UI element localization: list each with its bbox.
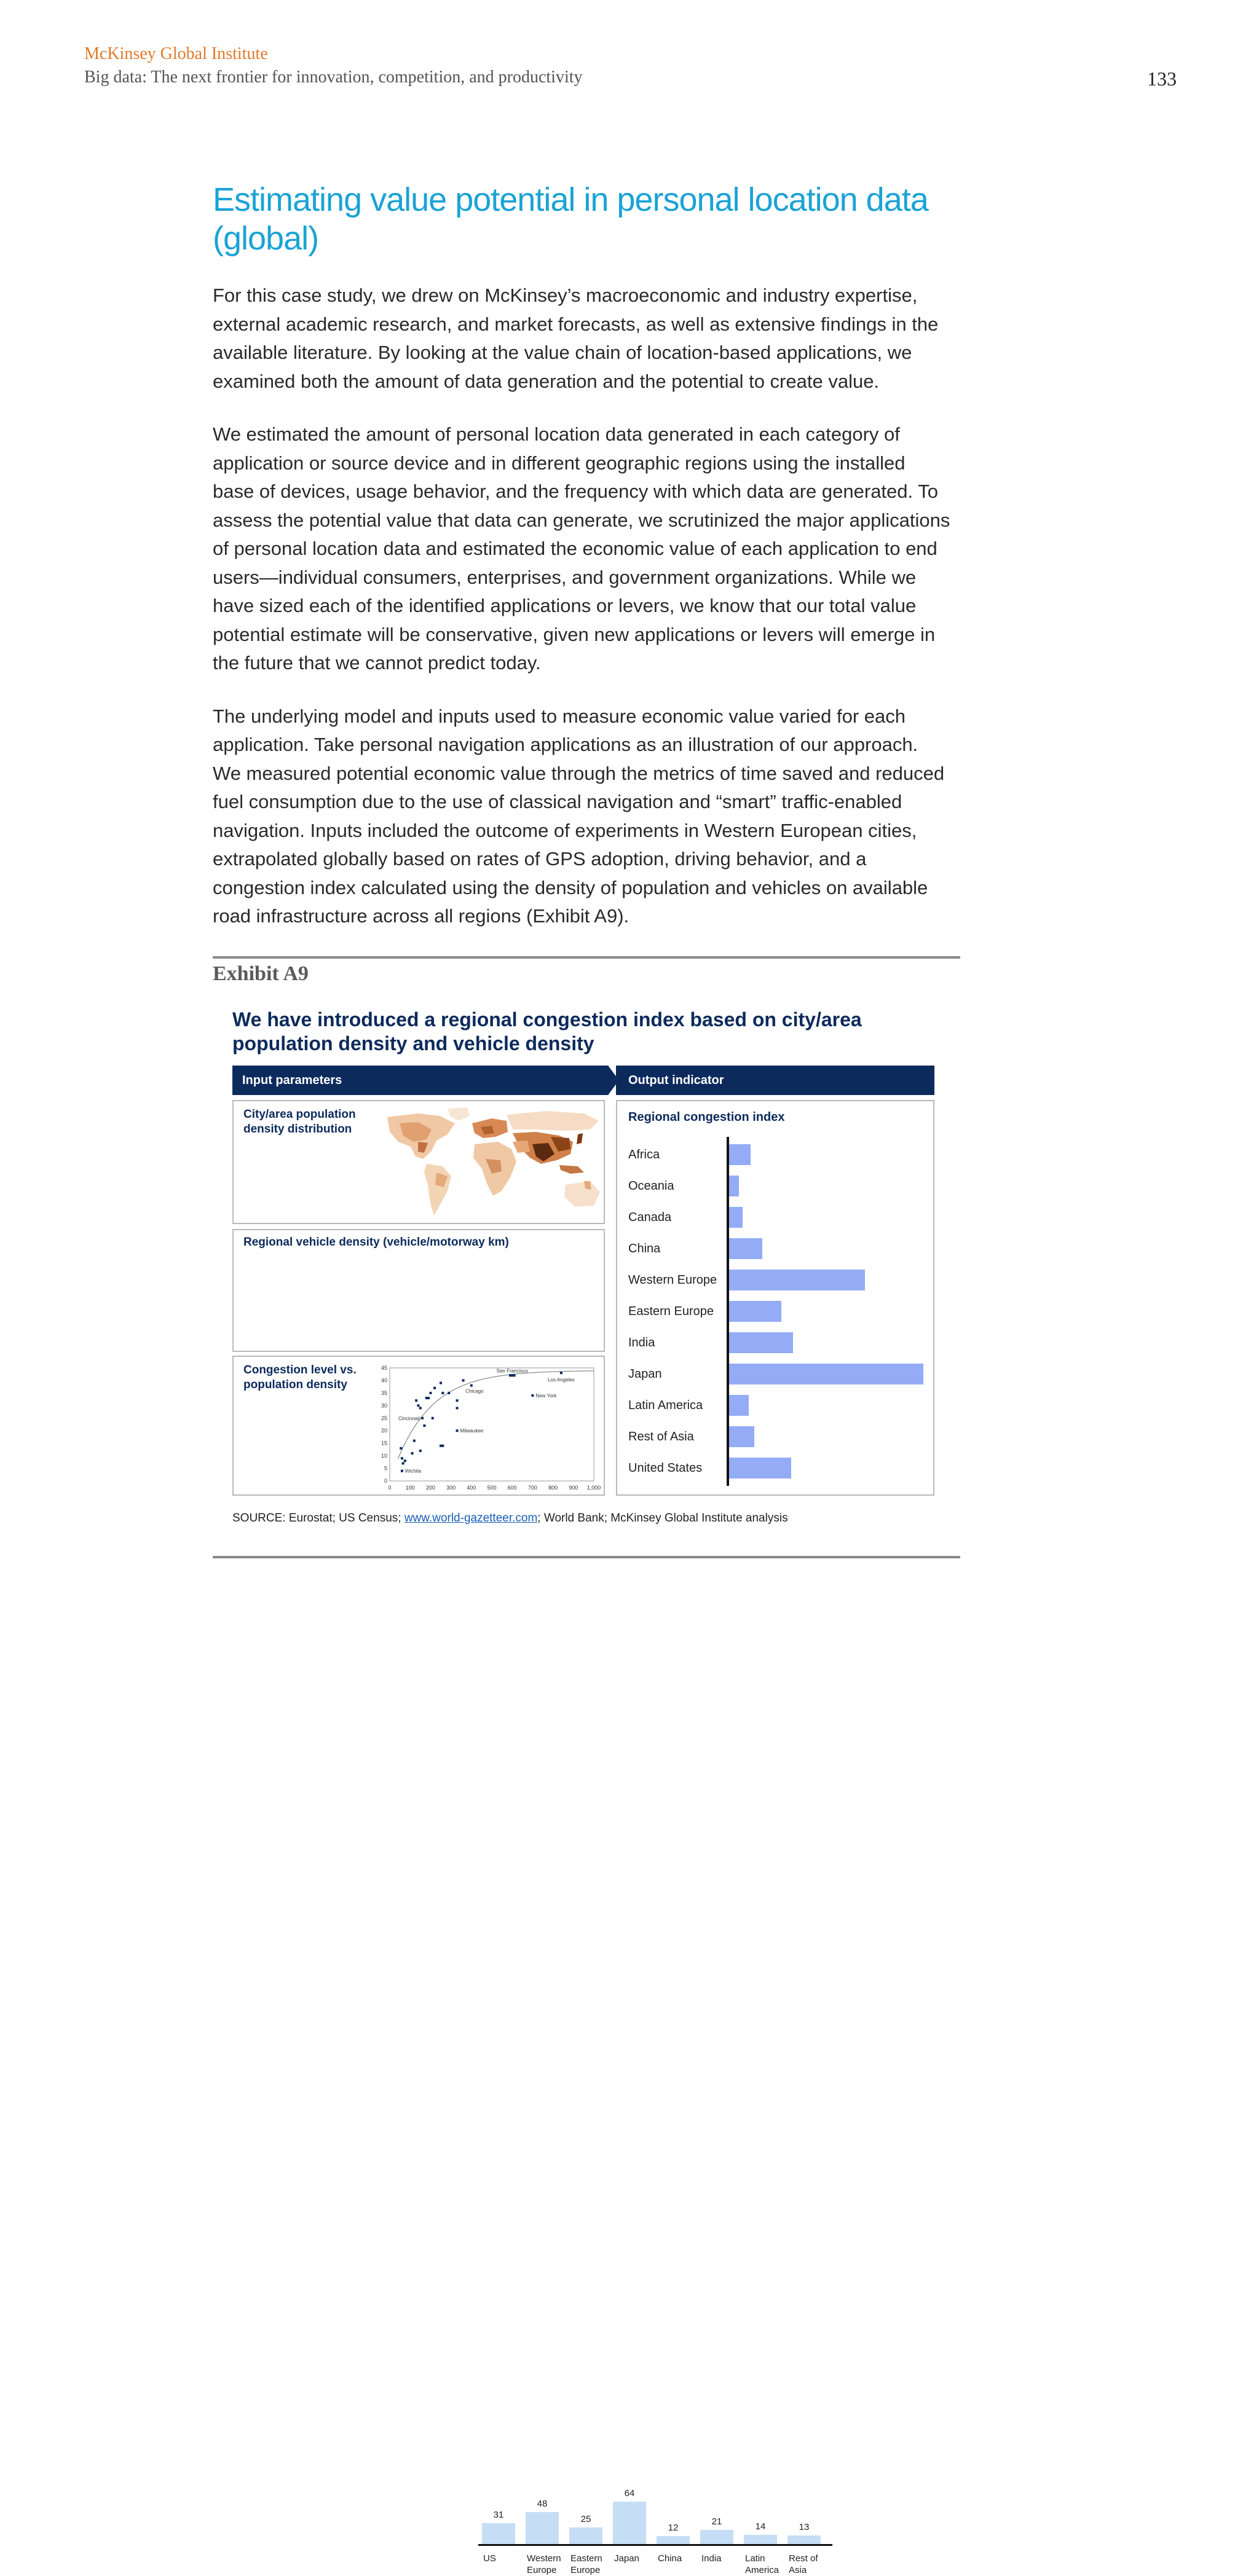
congestion-index-bar [729, 1176, 739, 1196]
vehicle-density-value: 14 [755, 2521, 766, 2532]
vehicle-density-bar [700, 2530, 733, 2544]
scatter-point [429, 1392, 432, 1394]
exhibit-top-rule [213, 956, 960, 959]
vehicle-category-label: Latin America [745, 2553, 779, 2575]
scatter-labeled-point [560, 1372, 562, 1374]
scatter-y-tick: 25 [381, 1415, 387, 1421]
scatter-y-tick: 35 [381, 1389, 387, 1396]
congestion-region-label: Oceania [628, 1179, 674, 1193]
scatter-x-tick: 0 [388, 1485, 392, 1491]
vehicle-category-label: Rest of Asia [789, 2553, 818, 2575]
page-number: 133 [1147, 68, 1177, 90]
scatter-y-tick: 10 [381, 1453, 387, 1459]
scatter-point [413, 1440, 416, 1442]
congestion-index-bar [729, 1364, 923, 1384]
report-title: Big data: The next frontier for innovation, competition, and productivity [84, 68, 583, 87]
scatter-point [400, 1447, 402, 1450]
map-japan [577, 1133, 583, 1144]
population-density-map-panel [232, 1100, 605, 1224]
exhibit-bottom-rule [213, 1556, 960, 1558]
scatter-y-tick: 0 [384, 1478, 387, 1484]
output-indicator-header [616, 1066, 934, 1095]
scatter-labeled-point [421, 1417, 424, 1420]
congestion-region-label: Rest of Asia [628, 1430, 694, 1443]
scatter-point [462, 1379, 465, 1381]
scatter-point-label: Chicago [465, 1388, 484, 1394]
scatter-point [417, 1404, 419, 1407]
vehicle-density-value: 31 [493, 2510, 504, 2521]
paragraph: For this case study, we drew on McKinsey’s macroeconomic and industry expertise, external academic research, and market forecasts, as well as extensive findings in the available literature. By looking at the value chain of location-based applications, we examined both the amount of data generation and the potential to create value. [213, 285, 939, 392]
scatter-x-tick: 400 [467, 1485, 476, 1491]
vehicle-axis-line [478, 2544, 832, 2546]
vehicle-panel-title: Regional vehicle density (vehicle/motorway km) [243, 1236, 509, 1249]
paragraph: The underlying model and inputs used to measure economic value varied for each application. Take personal navigation applications as an illustration of our approach. We measured potential economic value through the metrics of time saved and reduced fuel consumption due to the use of classical navigation and “smart” traffic-enabled navigation. Inputs included the outcome of experiments in Western European cities, extrapolated globally based on rates of GPS adoption, driving behavior, and a congestion index calculated using the density of population and vehicles on available road infrastructure across all regions (Exhibit A9). [213, 705, 945, 927]
scatter-point [433, 1387, 436, 1389]
scatter-point [411, 1452, 414, 1455]
congestion-scatter-panel [232, 1356, 605, 1496]
scatter-y-tick: 5 [384, 1465, 387, 1472]
congestion-index-bar [729, 1458, 791, 1478]
vehicle-density-value: 13 [799, 2521, 810, 2532]
scatter-point [441, 1392, 444, 1394]
congestion-index-bar [729, 1332, 793, 1353]
scatter-x-tick: 600 [507, 1485, 517, 1491]
scatter-y-tick: 30 [381, 1402, 387, 1409]
scatter-panel-title: Congestion level vs. population density [243, 1364, 357, 1391]
body-text [213, 281, 950, 956]
input-parameters-label: Input parameters [242, 1074, 342, 1087]
vehicle-density-bar [744, 2535, 777, 2544]
map-panel-title: City/area population density distribution [243, 1108, 356, 1136]
scatter-point [415, 1399, 417, 1402]
scatter-point [402, 1462, 405, 1464]
scatter-point-label: Los Angeles [548, 1377, 575, 1383]
vehicle-density-value: 25 [580, 2513, 591, 2524]
vehicle-density-bar [569, 2527, 602, 2544]
congestion-region-label: Japan [628, 1367, 662, 1381]
vehicle-density-bar [526, 2512, 559, 2544]
scatter-point [456, 1407, 459, 1409]
map-indonesia [559, 1165, 584, 1174]
congestion-region-label: Latin America [628, 1399, 703, 1412]
vehicle-density-bar [657, 2536, 690, 2544]
scatter-point [427, 1397, 430, 1399]
vehicle-category-label: India [701, 2553, 722, 2564]
publisher-name: McKinsey Global Institute [84, 44, 268, 63]
congestion-index-bar [729, 1301, 781, 1322]
congestion-region-label: Canada [628, 1211, 672, 1224]
scatter-point-label: Wichita [405, 1468, 422, 1474]
scatter-point [419, 1450, 422, 1452]
scatter-point [448, 1392, 450, 1394]
map-australia [564, 1181, 600, 1207]
vehicle-density-bar [787, 2535, 821, 2544]
congestion-region-label: India [628, 1336, 655, 1349]
scatter-point [404, 1459, 406, 1462]
map-middle-east [513, 1141, 530, 1153]
congestion-scatter-chart [375, 1361, 602, 1493]
congestion-index-bar [729, 1395, 749, 1416]
congestion-region-label: Western Europe [628, 1273, 717, 1287]
scatter-x-tick: 700 [527, 1485, 537, 1491]
congestion-index-bar [729, 1270, 865, 1290]
vehicle-category-label: Western Europe [527, 2553, 561, 2575]
vehicle-density-bar [613, 2502, 646, 2544]
scatter-trend-curve [398, 1371, 594, 1459]
input-parameters-header [232, 1066, 609, 1095]
scatter-y-tick: 15 [381, 1440, 387, 1447]
map-russia [507, 1111, 599, 1131]
congestion-index-bar [729, 1238, 762, 1259]
scatter-point-label: San Francisco [496, 1368, 528, 1374]
exhibit-title: We have introduced a regional congestion index based on city/area population density and vehicle density [232, 1008, 862, 1054]
scatter-labeled-point [531, 1394, 534, 1397]
congestion-region-label: Africa [628, 1148, 660, 1161]
source-suffix: ; World Bank; McKinsey Global Institute analysis [537, 1512, 788, 1525]
vehicle-category-label: US [483, 2553, 496, 2564]
scatter-point [432, 1417, 434, 1420]
congestion-index-bar [729, 1207, 743, 1228]
scatter-point [401, 1457, 403, 1459]
vehicle-density-bar [482, 2523, 515, 2544]
congestion-region-label: Eastern Europe [628, 1305, 714, 1318]
scatter-x-tick: 300 [446, 1485, 456, 1491]
scatter-y-tick: 45 [381, 1365, 387, 1371]
scatter-x-tick: 900 [569, 1485, 578, 1491]
vehicle-density-value: 64 [624, 2488, 635, 2499]
congestion-region-label: China [628, 1242, 661, 1255]
source-link[interactable]: www.world-gazetteer.com [404, 1512, 538, 1525]
paragraph: We estimated the amount of personal location data generated in each category of application or source device and in different geographic regions using the installed base of devices, usage behavior, and the frequency with which data are generated. To assess the potential value that data can generate, we scrutinized the major applications of personal location data and estimated the economic value of each application to end users—individual consumers, enterprises, and government organizations. While we have sized each of the identified applications or levers, we know that our total value potential estimate will be conservative, given new applications or levers will emerge in the future that we cannot predict today. [213, 423, 950, 673]
section-title: Estimating value potential in personal location data (global) [213, 181, 928, 257]
scatter-y-tick: 40 [381, 1377, 387, 1384]
scatter-point [441, 1445, 444, 1447]
scatter-x-tick: 200 [425, 1485, 435, 1491]
scatter-point-label: New York [535, 1392, 557, 1399]
scatter-frame [390, 1368, 594, 1481]
scatter-x-tick: 1,000 [586, 1485, 601, 1491]
congestion-region-label: United States [628, 1461, 703, 1475]
scatter-labeled-point [470, 1384, 473, 1387]
vehicle-category-label: Japan [614, 2553, 639, 2564]
scatter-point [423, 1424, 425, 1427]
output-indicator-label: Output indicator [628, 1074, 724, 1087]
scatter-point [440, 1382, 442, 1384]
vehicle-density-value: 12 [668, 2522, 679, 2533]
vehicle-category-label: Eastern Europe [570, 2553, 602, 2575]
scatter-x-tick: 800 [548, 1485, 558, 1491]
scatter-x-tick: 500 [487, 1485, 497, 1491]
vehicle-category-label: China [658, 2553, 682, 2564]
map-greenland [448, 1107, 470, 1121]
congestion-index-bar [729, 1426, 754, 1447]
congestion-index-bar [729, 1144, 751, 1165]
congestion-panel-title: Regional congestion index [628, 1110, 785, 1124]
scatter-labeled-point [401, 1470, 403, 1472]
world-density-map [375, 1105, 602, 1222]
vehicle-density-value: 21 [711, 2516, 722, 2527]
scatter-x-tick: 100 [405, 1485, 415, 1491]
scatter-labeled-point [511, 1374, 513, 1376]
source-prefix: SOURCE: Eurostat; US Census; [232, 1512, 405, 1525]
exhibit-label: Exhibit A9 [213, 962, 309, 985]
source-note [232, 1512, 788, 1525]
scatter-point [419, 1407, 422, 1409]
scatter-point-label: Cincinnati [398, 1415, 420, 1421]
scatter-y-tick: 20 [381, 1427, 387, 1434]
scatter-labeled-point [456, 1429, 459, 1432]
scatter-point-label: Milwaukee [460, 1428, 484, 1434]
scatter-point [456, 1399, 459, 1402]
map-south-america [424, 1164, 451, 1215]
vehicle-density-value: 48 [537, 2498, 548, 2509]
